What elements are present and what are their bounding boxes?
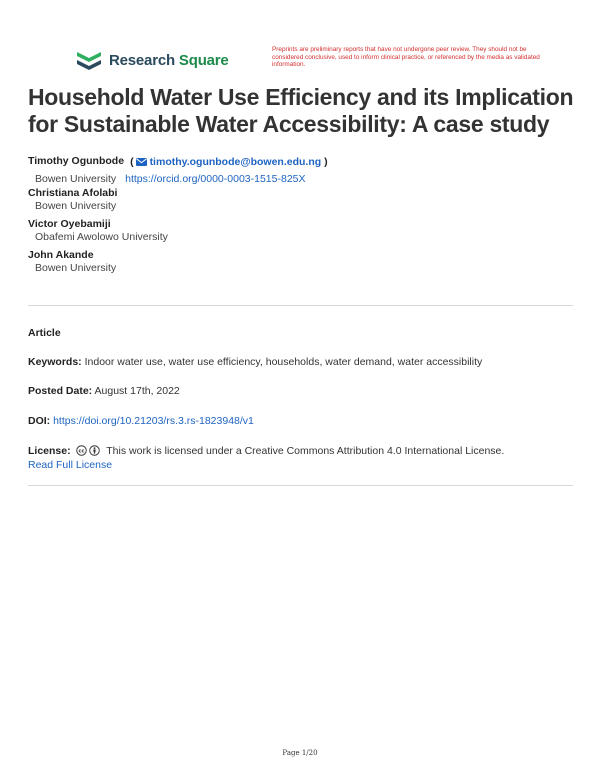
doi-label: DOI: <box>28 415 51 427</box>
author-affiliation: Obafemi Awolowo University <box>35 231 168 243</box>
divider <box>28 485 573 486</box>
research-square-logo[interactable] <box>75 48 229 72</box>
header <box>0 44 600 84</box>
author-affiliation: Bowen University <box>35 200 117 212</box>
paper-title: Household Water Use Efficiency and its Implication for Sustainable Water Accessibility: A case study <box>28 84 574 137</box>
preprint-disclaimer: Preprints are preliminary reports that have not undergone peer review. They should not be considered conclusive, used to inform clinical practice, or referenced by the media as validated information. <box>272 46 540 69</box>
cc-icon <box>76 445 87 456</box>
keywords-label: Keywords: <box>28 356 82 368</box>
orcid-link[interactable]: https://orcid.org/0000-0003-1515-825X <box>125 172 306 185</box>
page-number: Page 1/20 <box>282 749 318 757</box>
research-square-logo-icon <box>75 48 103 72</box>
article-type <box>28 326 573 340</box>
mail-icon <box>136 158 147 166</box>
doi <box>28 414 573 428</box>
keywords <box>28 355 573 369</box>
cc-icons <box>76 445 102 456</box>
logo-text <box>109 52 229 69</box>
email-link[interactable]: timothy.ogunbode@bowen.edu.ng <box>149 155 322 168</box>
author-name: John Akande <box>28 249 94 261</box>
license-label: License: <box>28 445 71 457</box>
author-affiliation: Bowen University <box>35 172 117 185</box>
logo-text-square: Square <box>178 51 229 69</box>
posted-date <box>28 384 573 398</box>
keywords-value: Indoor water use, water use efficiency, households, water demand, water accessibility <box>84 356 483 368</box>
author-affiliation: Bowen University <box>35 262 117 274</box>
author-email: ( timothy.ogunbode@bowen.edu.ng ) <box>130 155 328 168</box>
divider <box>28 305 573 306</box>
posted-date-label: Posted Date: <box>28 385 93 397</box>
doi-link[interactable]: https://doi.org/10.21203/rs.3.rs-1823948/v1 <box>53 415 254 427</box>
posted-date-value: August 17th, 2022 <box>94 385 180 397</box>
attribution-icon <box>89 445 100 456</box>
license-text: This work is licensed under a Creative Commons Attribution 4.0 International License. <box>106 445 505 457</box>
author-list <box>28 153 568 280</box>
author-name: Timothy Ogunbode <box>28 155 125 167</box>
license <box>28 444 573 472</box>
article-type-label: Article <box>28 327 61 339</box>
author-name: Victor Oyebamiji <box>28 218 111 230</box>
author-name: Christiana Afolabi <box>28 187 118 199</box>
read-full-license-link[interactable]: Read Full License <box>28 459 113 471</box>
logo-text-research: Research <box>109 51 175 69</box>
svg-text:cc: cc <box>78 448 85 455</box>
